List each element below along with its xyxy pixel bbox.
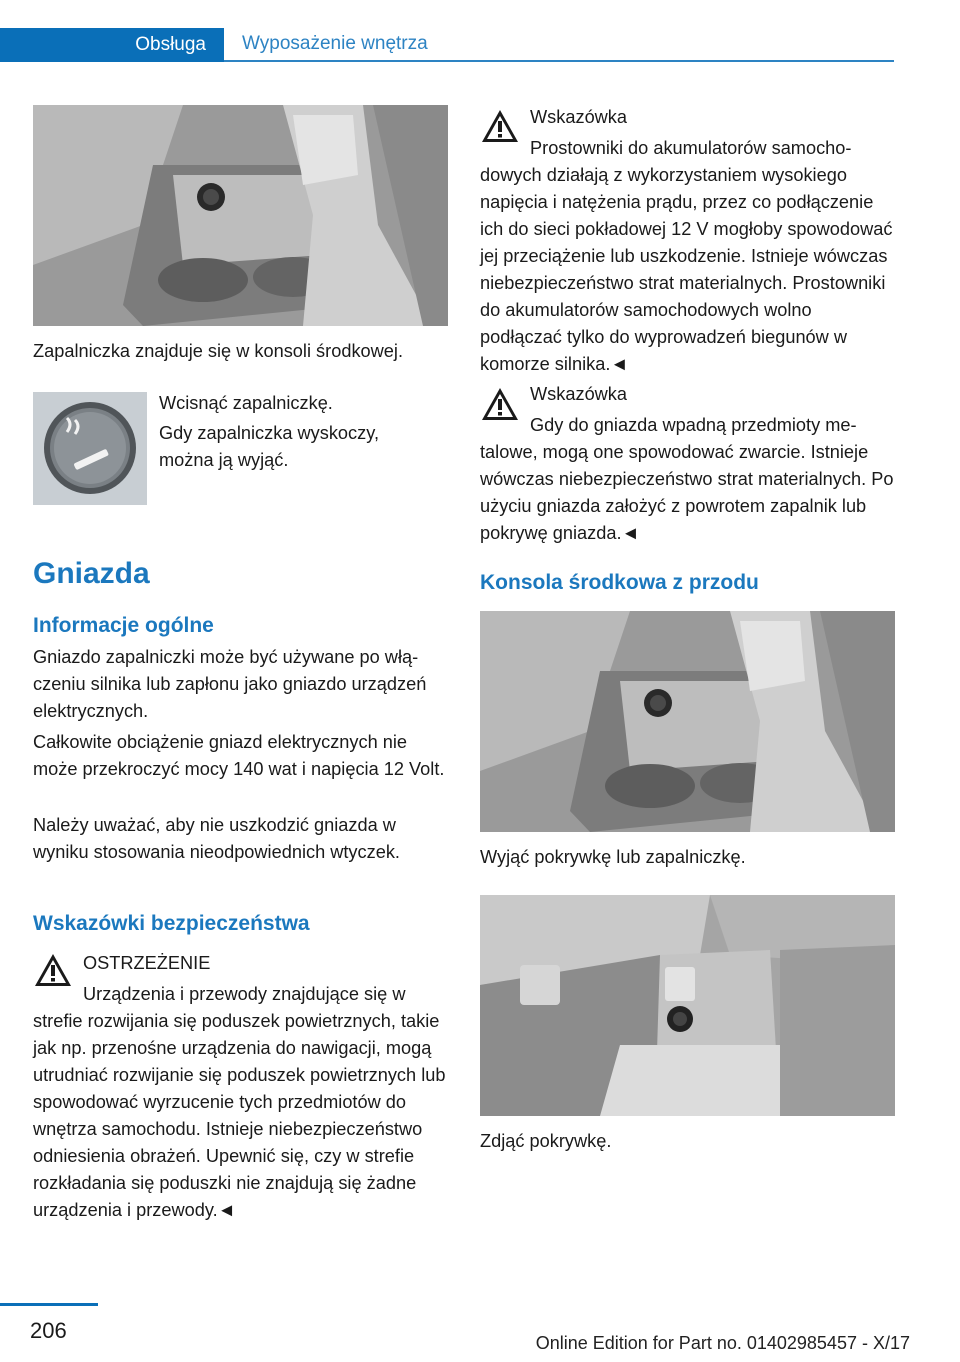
console-illustration	[33, 105, 448, 326]
console-photo	[33, 105, 448, 326]
heading-front-console: Konsola środkowa z przodu	[480, 571, 759, 594]
caption-remove-cover-lighter: Wyjąć pokrywkę lub zapalniczkę.	[480, 847, 746, 867]
heading-sockets: Gniazda	[33, 557, 150, 590]
lighter-button-photo	[33, 392, 147, 505]
heading-safety-notes: Wskazówki bezpieczeństwa	[33, 912, 310, 935]
note-label-metal: Wskazówka	[530, 384, 628, 404]
edition-footer: Online Edition for Part no. 01402985457 - X/17	[535, 1333, 910, 1353]
step-press-lighter: Wcisnąć zapalniczkę.	[159, 393, 333, 413]
warning-airbag-text: Urządzenia i przewody znajdujące się w strefie rozwijania się poduszek powietrznych, takie jak np. przenośne urządzenia do nawigacji, mogą utrudniać rozwijanie się poduszek powietrznych lub spowodować wyrzucenie tych przedmiotów do wnętrza samochodu. Istnieje niebezpieczeństwo odniesienia obrażeń. Upewnić się, czy w strefie rozkładania się poduszki nie znajdują się żadne urządzenia i przewody.◄	[33, 984, 446, 1220]
note-label-chargers: Wskazówka	[530, 107, 628, 127]
warning-label: OSTRZEŻENIE	[83, 953, 211, 973]
paragraph-plug-caution: Należy uważać, aby nie uszkodzić gniazda w wyniku stosowania nieodpowiednich wtyczek.	[33, 815, 400, 862]
paragraph-socket-usage: Gniazdo zapalniczki może być używane po włączeniu silnika lub zapłonu jako gniazdo urządzeń elektrycznych.	[33, 647, 427, 721]
front-console-illustration	[480, 611, 895, 832]
section-tab: Obsługa	[0, 28, 224, 62]
step-remove-lighter: Gdy zapalniczka wyskoczy, można ją wyjąć.	[159, 423, 380, 470]
subsection-tab: Wyposażenie wnętrza	[224, 28, 894, 62]
caption-lighter-location: Zapalniczka znajduje się w konsoli środkowej.	[33, 341, 403, 361]
front-console-photo	[480, 611, 895, 832]
note-metal-objects: Gdy do gniazda wpadną przedmioty metalowe, mogą one spowodować zwarcie. Istnieje wówczas niebezpieczeństwo strat materialnych. Po użyciu gniazda założyć z powrotem zapalnik lub pokrywę gniazda.◄	[480, 415, 894, 543]
page-number-bar	[0, 1303, 98, 1306]
note-battery-chargers: Prostowniki do akumulatorów samochodowych działają z wykorzystaniem wysokiego napięcia i natężenia prądu, przez co podłączenie ich do sieci pokładowej 12 V mogłoby spowodować jej przeciążenie lub uszkodzenie. Istnieje wówczas niebezpieczeństwo strat materialnych. Prostowniki do akumulatorów samochodowych wolno podłączać tylko do wyprowadzeń biegunów w komorze silnika.◄	[480, 138, 893, 374]
heading-general-info: Informacje ogólne	[33, 614, 214, 637]
socket-cover-photo	[480, 895, 895, 1116]
paragraph-load-limit: Całkowite obciążenie gniazd elektrycznych nie może przekroczyć mocy 140 wat i napięcia 12 Volt.	[33, 732, 445, 779]
cigarette-lighter-icon	[33, 392, 147, 505]
page-number: 206	[30, 1318, 67, 1343]
socket-cover-illustration	[480, 895, 895, 1116]
caption-remove-cover: Zdjąć pokrywkę.	[480, 1131, 612, 1151]
page-header	[0, 28, 894, 62]
